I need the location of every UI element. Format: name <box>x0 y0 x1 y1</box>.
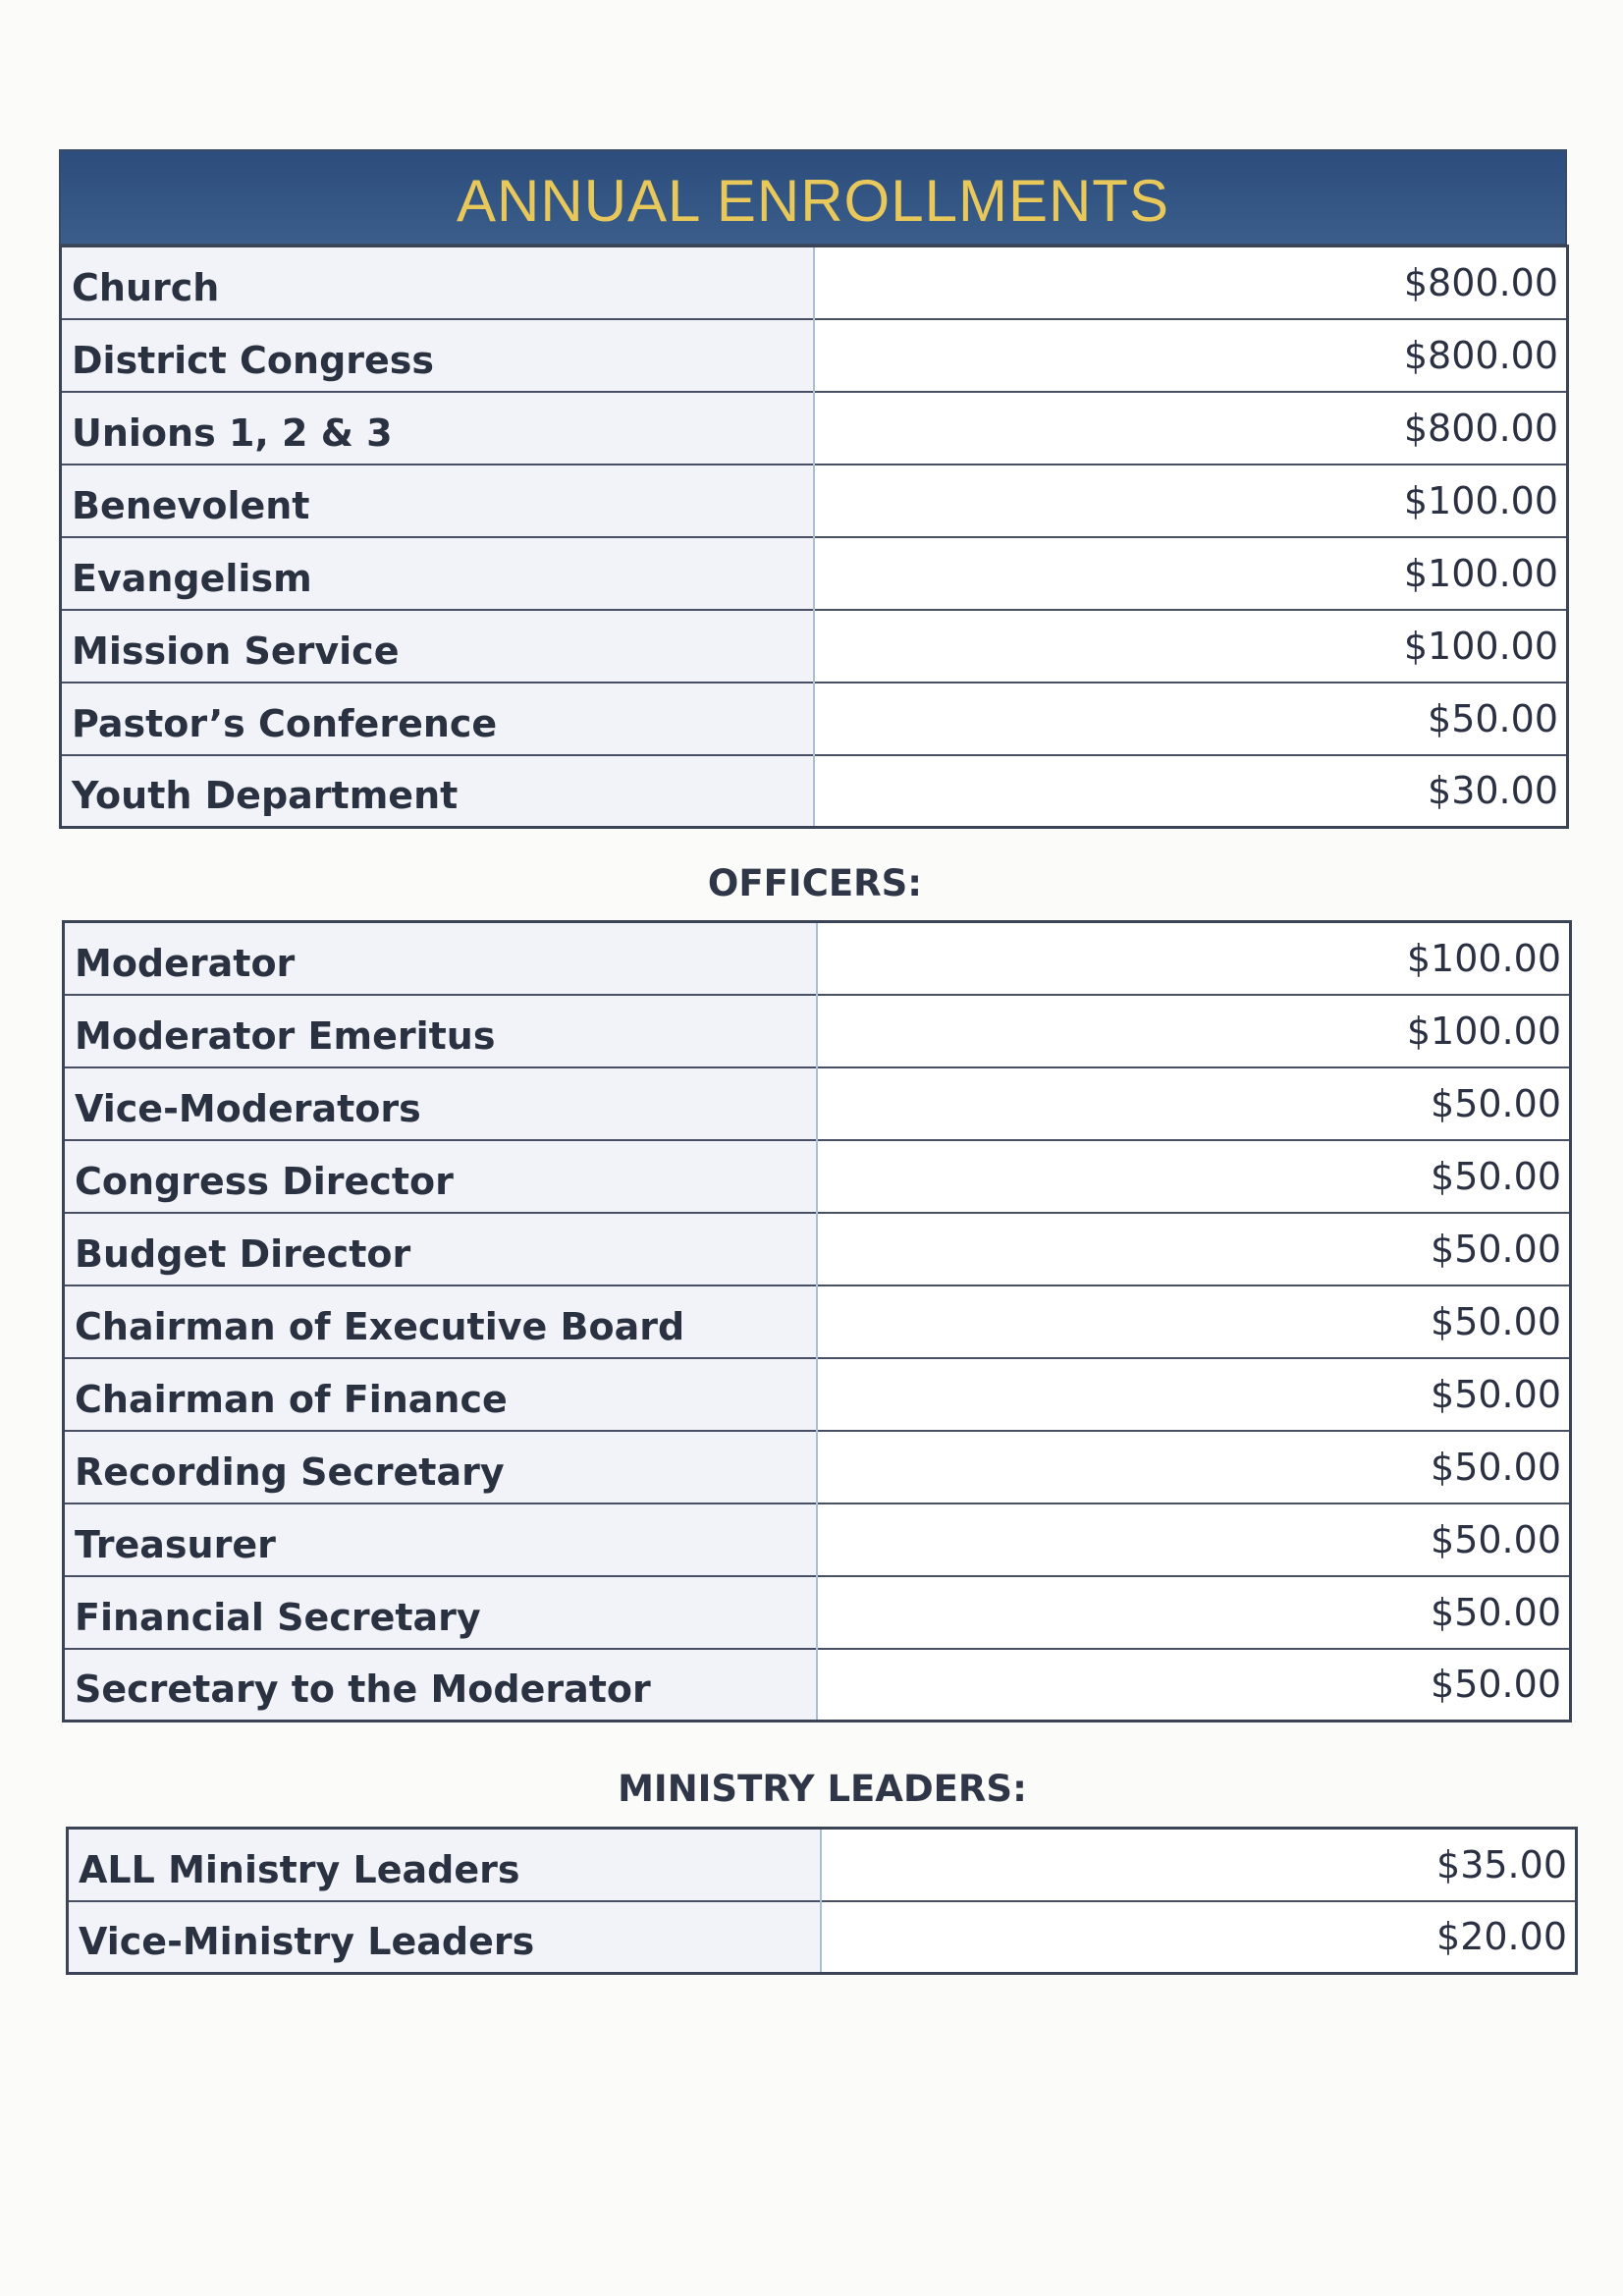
table-row <box>68 1901 1577 1974</box>
fee-amount: $100.00 <box>814 610 1568 683</box>
fee-label: Budget Director <box>64 1213 817 1285</box>
fee-amount: $30.00 <box>814 755 1568 828</box>
fee-label: Recording Secretary <box>64 1431 817 1503</box>
fee-label: Moderator Emeritus <box>64 995 817 1067</box>
table-row <box>61 246 1568 319</box>
header-banner <box>59 149 1567 246</box>
fee-label: Chairman of Finance <box>64 1358 817 1431</box>
officers-heading: OFFICERS: <box>707 862 923 904</box>
table-row <box>64 1649 1571 1722</box>
fee-label: Vice-Ministry Leaders <box>68 1901 821 1974</box>
table-row <box>64 1067 1571 1140</box>
fee-label: Financial Secretary <box>64 1576 817 1649</box>
fee-amount: $20.00 <box>821 1901 1577 1974</box>
table-row <box>61 465 1568 537</box>
table-row <box>61 392 1568 465</box>
fee-amount: $100.00 <box>817 995 1571 1067</box>
fee-amount: $800.00 <box>814 319 1568 392</box>
fee-amount: $50.00 <box>817 1213 1571 1285</box>
fee-label: Moderator <box>64 922 817 995</box>
table-row <box>64 995 1571 1067</box>
officers-table <box>62 920 1572 1722</box>
fee-amount: $35.00 <box>821 1829 1577 1901</box>
fee-amount: $50.00 <box>817 1285 1571 1358</box>
fee-amount: $50.00 <box>817 1140 1571 1213</box>
page-title: ANNUAL ENROLLMENTS <box>457 168 1169 234</box>
fee-label: Congress Director <box>64 1140 817 1213</box>
fee-label: Treasurer <box>64 1503 817 1576</box>
fee-label: Mission Service <box>61 610 814 683</box>
fee-label: Church <box>61 246 814 319</box>
fee-label: Benevolent <box>61 465 814 537</box>
table-row <box>64 1358 1571 1431</box>
fee-amount: $800.00 <box>814 246 1568 319</box>
table-row <box>61 319 1568 392</box>
fee-amount: $50.00 <box>817 1431 1571 1503</box>
fee-amount: $50.00 <box>817 1067 1571 1140</box>
fee-label: Vice-Moderators <box>64 1067 817 1140</box>
table-row <box>64 1576 1571 1649</box>
fee-amount: $50.00 <box>817 1503 1571 1576</box>
fee-amount: $100.00 <box>814 537 1568 610</box>
fee-amount: $50.00 <box>817 1358 1571 1431</box>
fee-label: District Congress <box>61 319 814 392</box>
table-row <box>64 922 1571 995</box>
fee-amount: $50.00 <box>817 1649 1571 1722</box>
table-row <box>64 1285 1571 1358</box>
fee-amount: $800.00 <box>814 392 1568 465</box>
table-row <box>68 1829 1577 1901</box>
table-row <box>64 1431 1571 1503</box>
fee-amount: $100.00 <box>814 465 1568 537</box>
fee-label: Youth Department <box>61 755 814 828</box>
table-row <box>61 610 1568 683</box>
table-row <box>61 537 1568 610</box>
fee-amount: $50.00 <box>817 1576 1571 1649</box>
fee-amount: $100.00 <box>817 922 1571 995</box>
fee-label: Secretary to the Moderator <box>64 1649 817 1722</box>
table-row <box>61 755 1568 828</box>
fee-label: Evangelism <box>61 537 814 610</box>
fee-amount: $50.00 <box>814 683 1568 755</box>
fee-label: ALL Ministry Leaders <box>68 1829 821 1901</box>
ministry-leaders-heading: MINISTRY LEADERS: <box>618 1768 1027 1810</box>
table-row <box>64 1213 1571 1285</box>
table-row <box>61 683 1568 755</box>
fee-label: Unions 1, 2 & 3 <box>61 392 814 465</box>
fee-label: Pastor’s Conference <box>61 683 814 755</box>
enrollments-table <box>59 245 1569 829</box>
ministry-leaders-table <box>66 1827 1578 1975</box>
fee-label: Chairman of Executive Board <box>64 1285 817 1358</box>
table-row <box>64 1140 1571 1213</box>
table-row <box>64 1503 1571 1576</box>
